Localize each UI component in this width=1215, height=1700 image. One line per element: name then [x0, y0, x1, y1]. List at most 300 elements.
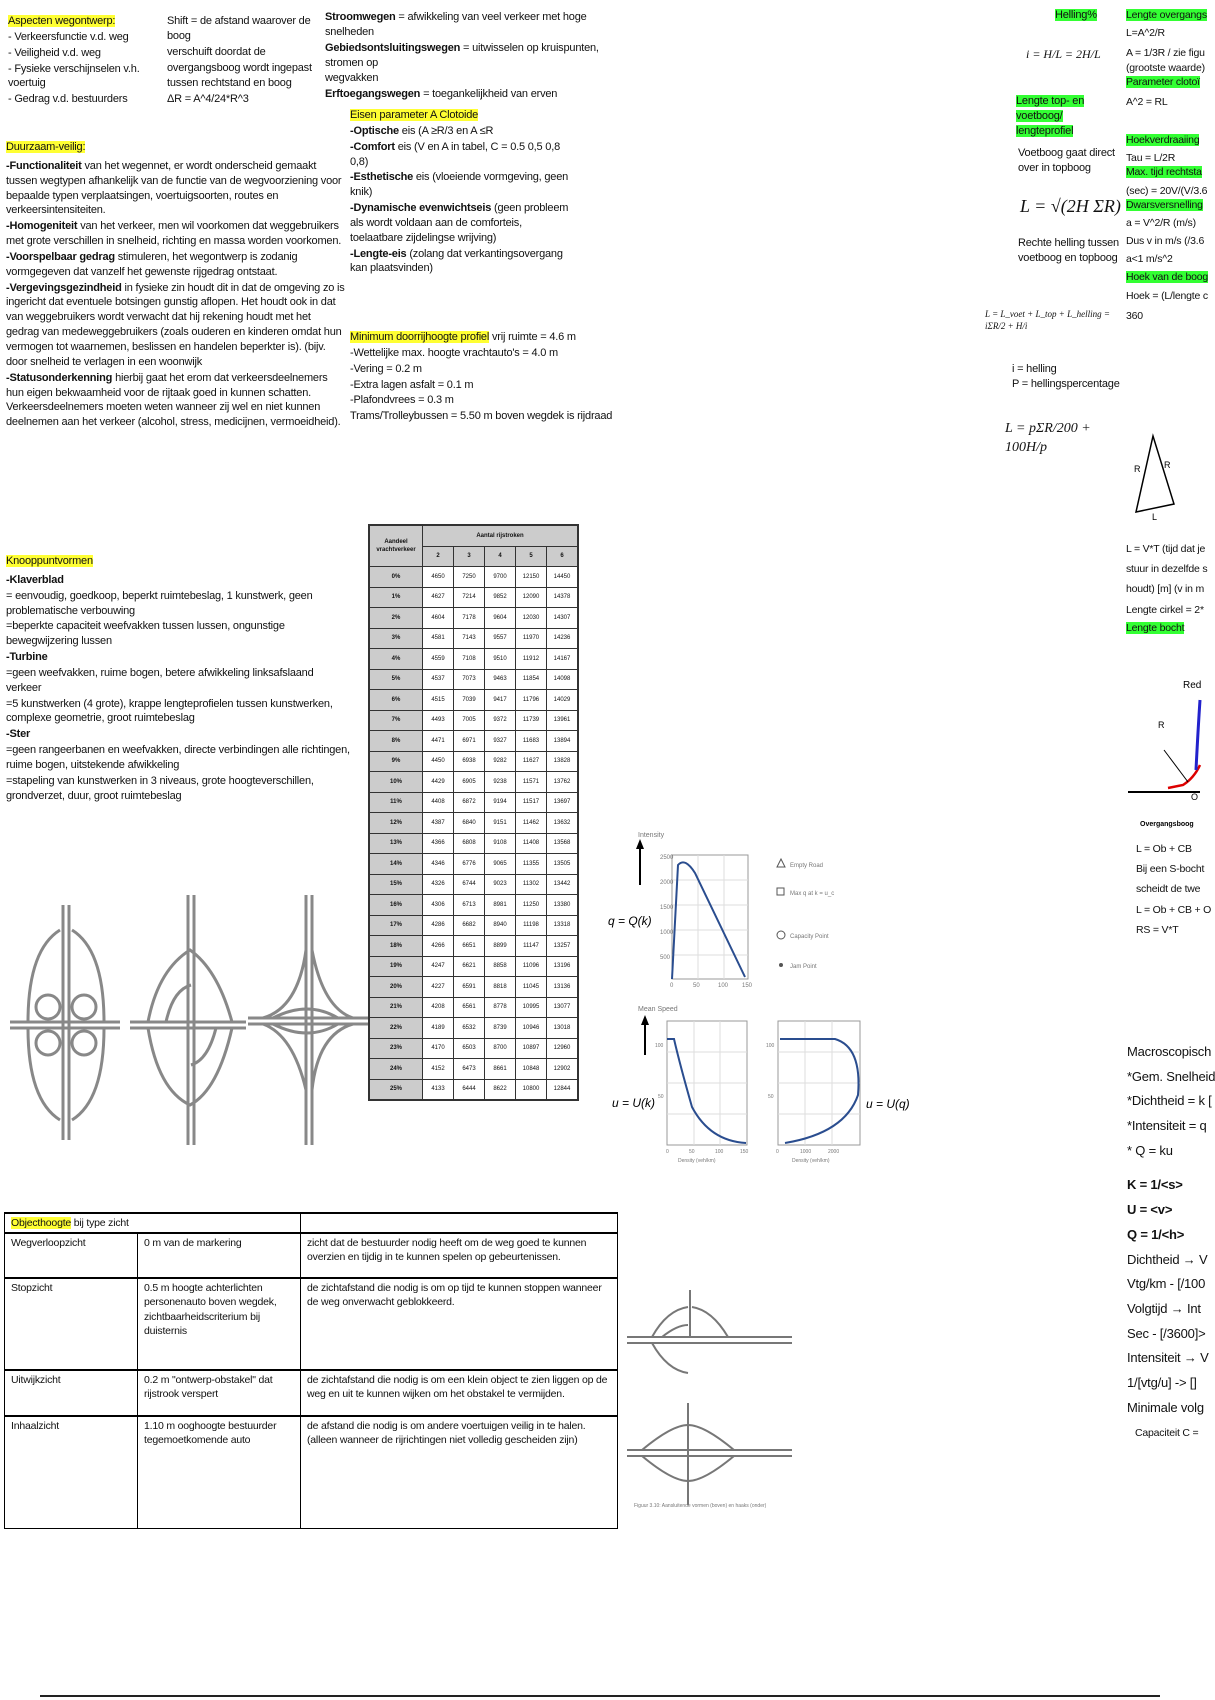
legend-triangle-icon [777, 859, 785, 867]
capacity-cell: 4326 [423, 874, 454, 895]
capacity-cell: 11683 [516, 731, 547, 752]
capacity-cell: 6938 [454, 751, 485, 772]
truck-share-cell: 3% [369, 628, 423, 649]
triangle-label: L [1152, 512, 1158, 522]
road-text: = toegankelijkheid van erven [420, 88, 558, 101]
axis-arrowhead [641, 1015, 649, 1025]
capacity-cell: 4429 [423, 772, 454, 793]
shift-block [167, 14, 327, 108]
capacity-cell: 9023 [485, 874, 516, 895]
junctions-block [6, 554, 351, 805]
table-cell: Wegverloopzicht [5, 1233, 138, 1278]
length-formula: L = √(2H ΣR) [1020, 196, 1121, 216]
road-text: = afwikkeling van veel verkeer met hoge snelheden [325, 11, 587, 38]
transition-title: Lengte overgangs [1126, 9, 1207, 21]
table-row [369, 608, 578, 629]
capacity-cell: 13318 [547, 915, 579, 936]
truck-share-cell: 18% [369, 936, 423, 957]
truck-share-cell: 13% [369, 833, 423, 854]
capacity-cell: 4286 [423, 915, 454, 936]
capacity-cell: 6744 [454, 874, 485, 895]
bow-angle-triangle [1128, 432, 1188, 522]
capacity-cell: 9327 [485, 731, 516, 752]
connection-drawings [622, 1285, 797, 1510]
q-tick: 2500 [660, 855, 674, 861]
star-drawing [248, 895, 368, 1145]
capacity-cell: 14098 [547, 669, 579, 690]
capacity-cell: 11250 [516, 895, 547, 916]
table-row [369, 587, 578, 608]
table-row [369, 977, 578, 998]
clearance-item: -Plafondvrees = 0.3 m [350, 394, 454, 407]
capacity-cell: 6473 [454, 1059, 485, 1080]
truck-share-cell: 1% [369, 587, 423, 608]
capacity-cell: 9417 [485, 690, 516, 711]
cloverleaf-drawing [10, 905, 120, 1140]
capacity-cell: 9238 [485, 772, 516, 793]
table-row [5, 1370, 618, 1416]
capacity-cell: 10946 [516, 1018, 547, 1039]
table-row [5, 1416, 618, 1528]
capacity-cell: 8818 [485, 977, 516, 998]
clearance-item: -Vering = 0.2 m [350, 362, 422, 375]
u-tick: 100 [766, 1043, 775, 1049]
capacity-cell: 11147 [516, 936, 547, 957]
truck-share-cell: 20% [369, 977, 423, 998]
capacity-cell: 11096 [516, 956, 547, 977]
junction-text: =geen weefvakken, ruime bogen, betere afwikkeling linksafslaand verkeer [6, 666, 314, 694]
table-row [369, 710, 578, 731]
truck-share-cell: 21% [369, 997, 423, 1018]
table-row [369, 956, 578, 977]
interchange-drawings [8, 890, 368, 1150]
q-x-tick: 2000 [828, 1149, 840, 1155]
capacity-cell: 14378 [547, 587, 579, 608]
clothoid-block [350, 108, 575, 277]
capacity-cell: 14450 [547, 567, 579, 588]
capacity-cell: 9510 [485, 649, 516, 670]
table-row [369, 915, 578, 936]
capacity-cell: 10848 [516, 1059, 547, 1080]
capacity-cell: 12090 [516, 587, 547, 608]
table-row [369, 936, 578, 957]
table-row [369, 813, 578, 834]
truck-share-cell: 7% [369, 710, 423, 731]
truck-share-cell: 19% [369, 956, 423, 977]
capacity-cell: 4306 [423, 895, 454, 916]
capacity-cell: 13257 [547, 936, 579, 957]
table-cell: de zichtafstand die nodig is om een klein object te zien liggen op de weg en uit te kunnen wijken om het obstakel te vermijden. [301, 1370, 618, 1416]
capacity-cell: 6591 [454, 977, 485, 998]
truck-share-cell: 22% [369, 1018, 423, 1039]
u-function-label: u = U(k) [612, 1096, 656, 1110]
topbow-title-block [1016, 94, 1121, 139]
total-length-formula: L = L_voet + L_top + L_helling = iΣR/2 + H/i [985, 309, 1110, 332]
capacity-cell: 7143 [454, 628, 485, 649]
capacity-cell: 10800 [516, 1079, 547, 1100]
capacity-cell: 11408 [516, 833, 547, 854]
k-tick: 150 [740, 1149, 749, 1155]
table-cell: 1.10 m ooghoogte bestuurder tegemoetkomende auto [138, 1416, 301, 1528]
road-term: Gebiedsontsluitingswegen [325, 41, 461, 54]
slope-title: Helling% [1055, 9, 1097, 21]
red-label: Red [1183, 680, 1202, 691]
capacity-cell: 8899 [485, 936, 516, 957]
table-cell: 0.2 m "ontwerp-obstakel" dat rijstrook verspert [138, 1370, 301, 1416]
capacity-cell: 9557 [485, 628, 516, 649]
lane-count-header: 5 [516, 546, 547, 567]
legend-item: Empty Road [790, 863, 824, 869]
capacity-cell: 9463 [485, 669, 516, 690]
o-label: O [1191, 792, 1199, 802]
junction-text: =beperkte capaciteit weefvakken tussen lussen, ongunstige bewegwijzering lussen [6, 620, 285, 648]
durable-item: -Homogeniteit van het verkeer, men wil voorkomen dat weggebruikers met grote verschillen in snelheid, richting en massa worden voorkomen. [6, 220, 342, 248]
capacity-cell: 9852 [485, 587, 516, 608]
capacity-cell: 6444 [454, 1079, 485, 1100]
capacity-cell: 6776 [454, 854, 485, 875]
capacity-cell: 9194 [485, 792, 516, 813]
capacity-cell: 11912 [516, 649, 547, 670]
junction-type: -Turbine [6, 651, 48, 664]
aspects-title: Aspecten wegontwerp: [8, 15, 116, 27]
capacity-cell: 13568 [547, 833, 579, 854]
table-row: Objecthoogte bij type zicht [5, 1213, 618, 1233]
capacity-cell: 8622 [485, 1079, 516, 1100]
truck-share-cell: 10% [369, 772, 423, 793]
straight-slope-text: Rechte helling tussen voetboog en topboog [1018, 237, 1119, 264]
clothoid-title: Eisen parameter A Clotoide [350, 109, 479, 121]
capacity-cell: 4537 [423, 669, 454, 690]
triangle-label: R [1134, 464, 1141, 474]
aspects-item: - Gedrag v.d. bestuurders [8, 93, 128, 106]
road-categories [325, 10, 615, 103]
shift-line: tussen rechtstand en boog [167, 77, 292, 90]
capacity-cell: 10995 [516, 997, 547, 1018]
table-row [369, 895, 578, 916]
slope-column [1010, 8, 1130, 23]
figure-caption: Figuur 3.10: Aansluitende vormen (boven) en haaks (onder) [634, 1503, 767, 1509]
table-row [369, 669, 578, 690]
table-row [369, 792, 578, 813]
capacity-cell: 8739 [485, 1018, 516, 1039]
table-corner-header: Aandeel vrachtverkeer [369, 525, 423, 567]
aspects-item: - Veiligheid v.d. weg [8, 46, 101, 59]
capacity-cell: 11302 [516, 874, 547, 895]
capacity-cell: 13442 [547, 874, 579, 895]
capacity-cell: 11739 [516, 710, 547, 731]
truck-share-cell: 17% [369, 915, 423, 936]
capacity-cell: 10897 [516, 1038, 547, 1059]
table-row [369, 997, 578, 1018]
k-tick: 0 [666, 1149, 669, 1155]
slope-formula: i = H/L = 2H/L [1026, 47, 1101, 61]
capacity-cell: 13961 [547, 710, 579, 731]
clothoid-item: -Lengte-eis (zolang dat verkantingsovergang kan plaatsvinden) [350, 247, 563, 275]
k-tick: 100 [715, 1149, 724, 1155]
durable-item: -Functionaliteit van het wegennet, er wordt onderscheid gemaakt tussen wegtypen afhankelijk van de functie van de wegvoorziening voor bepaalde typen verplaatsingen, voertuigsoorten, routes en verkeersintensiteiten. [6, 159, 342, 217]
capacity-cell: 4366 [423, 833, 454, 854]
aspects-item: - Fysieke verschijnselen v.h. voertuig [8, 62, 140, 90]
capacity-cell: 11462 [516, 813, 547, 834]
shift-line: verschuift doordat de [167, 45, 266, 58]
speed-axis-title: Mean Speed [638, 1006, 678, 1013]
object-title: Objecthoogte [11, 1217, 72, 1229]
capacity-cell: 9065 [485, 854, 516, 875]
table-row [369, 628, 578, 649]
capacity-cell: 4208 [423, 997, 454, 1018]
truck-share-cell: 24% [369, 1059, 423, 1080]
capacity-cell: 4650 [423, 567, 454, 588]
clothoid-item: -Comfort eis (V en A in tabel, C = 0.5 0,5 0,8 0,8) [350, 140, 560, 168]
truck-share-cell: 11% [369, 792, 423, 813]
radius-line [1164, 750, 1188, 782]
capacity-cell: 12030 [516, 608, 547, 629]
capacity-cell: 6682 [454, 915, 485, 936]
capacity-cell: 4515 [423, 690, 454, 711]
k-tick: 100 [718, 983, 729, 989]
road-term: Erftoegangswegen [325, 88, 421, 101]
capacity-cell: 7073 [454, 669, 485, 690]
q-function-label: q = Q(k) [608, 914, 652, 928]
truck-share-cell: 15% [369, 874, 423, 895]
capacity-cell: 7214 [454, 587, 485, 608]
legend-square-icon [777, 888, 784, 895]
capacity-cell: 11854 [516, 669, 547, 690]
capacity-cell: 8778 [485, 997, 516, 1018]
truck-share-cell: 9% [369, 751, 423, 772]
table-row [369, 567, 578, 588]
legend-dot-icon [779, 963, 783, 967]
capacity-cell: 4346 [423, 854, 454, 875]
capacity-cell: 12960 [547, 1038, 579, 1059]
capacity-cell: 6621 [454, 956, 485, 977]
max-time-title: Max. tijd rechtsta [1126, 166, 1202, 179]
right-column-lower: L = V*T (tijd dat je stuur in dezelfde s houdt) [m] (v in m Lengte cirkel = 2* Lengte bocht [1126, 543, 1208, 634]
capacity-cell: 11571 [516, 772, 547, 793]
clothoid-item: -Dynamische evenwichtseis (geen probleem als wordt voldaan aan de comforteis, toelaatbare zijdelingse wrijving) [350, 202, 569, 244]
table-row [369, 690, 578, 711]
shift-line: ΔR = A^4/24*R^3 [167, 93, 249, 106]
table-cell: zicht dat de bestuurder nodig heeft om de weg goed te kunnen overzien en tijdig in te kunnen spelen op gebeurtenissen. [301, 1233, 618, 1278]
table-row [369, 1079, 578, 1100]
q-axis-title: Intensity [638, 832, 665, 839]
legend-circle-icon [777, 931, 785, 939]
capacity-cell: 7178 [454, 608, 485, 629]
truck-share-cell: 14% [369, 854, 423, 875]
capacity-cell: 11517 [516, 792, 547, 813]
road-term: Stroomwegen [325, 11, 396, 23]
table-row [369, 772, 578, 793]
road-text: = uitwisselen op kruispunten, stromen op [325, 41, 599, 69]
table-cell: de afstand die nodig is om andere voertuigen veilig in te halen. (alleen wanneer de rijrichtingen niet volledig gescheiden zijn) [301, 1416, 618, 1528]
lane-count-header: 6 [547, 546, 579, 567]
capacity-cell: 7039 [454, 690, 485, 711]
table-row [369, 874, 578, 895]
capacity-cell: 4604 [423, 608, 454, 629]
truck-share-cell: 2% [369, 608, 423, 629]
capacity-cell: 6651 [454, 936, 485, 957]
capacity-table-body [369, 567, 578, 1101]
capacity-cell: 6532 [454, 1018, 485, 1039]
shift-line: overgangsboog wordt ingepast [167, 61, 312, 74]
road-text: wegvakken [325, 72, 379, 85]
table-row [369, 731, 578, 752]
q-tick: 1000 [660, 930, 674, 936]
clothoid-item: -Esthetische eis (vloeiende vormgeving, geen knik) [350, 171, 569, 199]
truck-share-cell: 0% [369, 567, 423, 588]
capacity-cell: 9282 [485, 751, 516, 772]
capacity-cell: 4189 [423, 1018, 454, 1039]
object-height-table [4, 1212, 618, 1529]
capacity-cell: 13632 [547, 813, 579, 834]
aspects-item: - Verkeersfunctie v.d. weg [8, 30, 129, 43]
q-tick: 1500 [660, 905, 674, 911]
capacity-cell: 14307 [547, 608, 579, 629]
capacity-cell: 13697 [547, 792, 579, 813]
durable-title: Duurzaam-veilig: [6, 141, 86, 153]
capacity-cell: 4170 [423, 1038, 454, 1059]
capacity-cell: 9604 [485, 608, 516, 629]
capacity-cell: 8940 [485, 915, 516, 936]
acceleration-title: Dwarsversnelling [1126, 198, 1203, 211]
capacity-cell: 11198 [516, 915, 547, 936]
capacity-cell: 13380 [547, 895, 579, 916]
legend-item: Capacity Point [790, 934, 829, 940]
k-tick: 0 [670, 983, 674, 989]
capacity-cell: 11045 [516, 977, 547, 998]
capacity-cell: 4152 [423, 1059, 454, 1080]
k-tick: 50 [689, 1149, 695, 1155]
capacity-cell: 13196 [547, 956, 579, 977]
page-bottom-rule [40, 1695, 1160, 1697]
junctions-title: Knooppuntvormen [6, 555, 93, 567]
clearance-title: Minimum doorrijhoogte profiel [350, 331, 490, 343]
junction-text: =stapeling van kunstwerken in 3 niveaus, grote hoogteverschillen, grondverzet, duur, groot ruimtebeslag [6, 774, 314, 802]
truck-share-cell: 25% [369, 1079, 423, 1100]
uq-function-label: u = U(q) [866, 1097, 910, 1111]
q-tick: 2000 [660, 880, 674, 886]
fundamental-diagrams [600, 825, 910, 1175]
capacity-cell: 11355 [516, 854, 547, 875]
junction-text: =5 kunstwerken (4 grote), krappe lengteprofielen tussen kunstwerken, complexe geometrie, groot ruimtebeslag [6, 697, 333, 725]
capacity-cell: 8700 [485, 1038, 516, 1059]
axis-arrowhead [636, 839, 644, 849]
transition-curve-drawing [1128, 670, 1200, 830]
slope-definitions: i = helling P = hellingspercentage [1012, 363, 1120, 390]
capacity-cell: 7108 [454, 649, 485, 670]
capacity-cell: 13018 [547, 1018, 579, 1039]
q-x-tick: 0 [776, 1149, 779, 1155]
table-row [5, 1233, 618, 1278]
u-tick: 50 [658, 1094, 664, 1100]
table-cell: Uitwijkzicht [5, 1370, 138, 1416]
capacity-cell: 4266 [423, 936, 454, 957]
k-tick: 50 [693, 983, 700, 989]
capacity-cell: 7005 [454, 710, 485, 731]
truck-share-cell: 16% [369, 895, 423, 916]
x-axis-title: Density (veh/km) [678, 1158, 716, 1164]
table-row [369, 1018, 578, 1039]
uq-curve [780, 1039, 859, 1143]
capacity-cell: 4408 [423, 792, 454, 813]
durable-item: -Statusonderkenning hierbij gaat het erom dat verkeersdeelnemers hun eigen bekwaamheid voor de rijtaak goed in kunnen schatten. Verkeersdeelnemers moeten weten wanneer zij wel en niet kunnen deelnemen aan het verkeer (alcohol, stress, medicijnen, vermoeidheid). [6, 371, 341, 429]
q-x-tick: 1000 [800, 1149, 812, 1155]
table-row [369, 833, 578, 854]
transition-bow-label: Overgangsboog [1140, 821, 1194, 828]
capacity-cell: 9700 [485, 567, 516, 588]
capacity-cell: 6971 [454, 731, 485, 752]
capacity-cell: 13894 [547, 731, 579, 752]
capacity-cell: 4471 [423, 731, 454, 752]
capacity-cell: 4227 [423, 977, 454, 998]
table-row [369, 1059, 578, 1080]
topbow-title: Lengte top- en voetboog/ lengteprofiel [1016, 95, 1085, 137]
capacity-cell: 11970 [516, 628, 547, 649]
capacity-cell: 13828 [547, 751, 579, 772]
capacity-cell: 13136 [547, 977, 579, 998]
lane-count-header: 3 [454, 546, 485, 567]
capacity-cell: 8981 [485, 895, 516, 916]
graph-legend [777, 859, 834, 970]
capacity-cell: 6808 [454, 833, 485, 854]
bow-angle-title: Hoek van de boog [1126, 271, 1209, 284]
clearance-item: Trams/Trolleybussen = 5.50 m boven wegdek is rijdraad [350, 410, 613, 423]
capacity-cell: 7250 [454, 567, 485, 588]
table-cell: Inhaalzicht [5, 1416, 138, 1528]
capacity-cell: 6713 [454, 895, 485, 916]
aspects-block [8, 14, 158, 108]
truck-share-cell: 23% [369, 1038, 423, 1059]
table-cell: de zichtafstand die nodig is om op tijd te kunnen stoppen wanneer de weg onverwacht geblokkeerd. [301, 1278, 618, 1370]
right-column: Lengte overgangs L=A^2/R A = 1/3R / zie figu (grootste waarde) Parameter clotoï A^2 = RL Hoekverdraaiing Tau = L/2R Max. tijd rechtsta (sec) = 20V/(V/3.6 Dwarsversnelling a = V^2/R (m/s) Dus v in m/s (/3.6 a<1 m/s^2 Hoek van de boog Hoek = (L/lengte c 360 [1126, 9, 1209, 322]
truck-share-cell: 4% [369, 649, 423, 670]
capacity-cell: 13077 [547, 997, 579, 1018]
right-column-bottom: L = Ob + CB Bij een S-bocht scheidt de twe L = Ob + CB + O RS = V*T [1136, 843, 1212, 936]
capacity-cell: 14029 [547, 690, 579, 711]
capacity-cell: 4581 [423, 628, 454, 649]
direct-bow-text: Voetboog gaat direct over in topboog [1018, 147, 1115, 174]
capacity-cell: 12150 [516, 567, 547, 588]
capacity-cell: 13762 [547, 772, 579, 793]
durable-item: -Vergevingsgezindheid in fysieke zin houdt dit in dat de omgeving zo is ingericht dat eventuele botsingen gunstig aflopen. Het houdt ook in dat van weggebruikers wordt verwacht dat hij rekening houdt met het gedrag van medeweggebruikers (zoals ouderen en kinderen omdat hun vermogen tot waarnemen, beslissen en handelen beperkter is). (bijv. door snelheid te verlagen in een woonwijk [6, 281, 345, 368]
table-row [369, 751, 578, 772]
capacity-cell: 14167 [547, 649, 579, 670]
clearance-item: -Wettelijke max. hoogte vrachtauto's = 4.0 m [350, 346, 559, 359]
blue-curve [1196, 700, 1200, 770]
table-cell: 0 m van de markering [138, 1233, 301, 1278]
truck-share-cell: 12% [369, 813, 423, 834]
clearance-item: -Extra lagen asfalt = 0.1 m [350, 378, 474, 391]
u-tick: 50 [768, 1094, 774, 1100]
junction-type: -Ster [6, 728, 31, 741]
capacity-cell: 8661 [485, 1059, 516, 1080]
lane-count-header: 4 [485, 546, 516, 567]
capacity-cell: 9108 [485, 833, 516, 854]
capacity-cell: 4627 [423, 587, 454, 608]
capacity-cell: 8858 [485, 956, 516, 977]
r-label: R [1158, 720, 1165, 730]
capacity-cell: 6840 [454, 813, 485, 834]
parameter-title: Parameter clotoï [1126, 75, 1200, 88]
capacity-cell: 11627 [516, 751, 547, 772]
clearance-block: Minimum doorrijhoogte profiel vrij ruimte = 4.6 m -Wettelijke max. hoogte vrachtauto's = 4.0 m -Vering = 0.2 m -Extra lagen asfalt = 0.1 m -Plafondvrees = 0.3 m Trams/Trolleybussen = 5.50 m boven wegdek is rijdraad [350, 330, 620, 425]
truck-share-cell: 8% [369, 731, 423, 752]
lane-count-header: 2 [423, 546, 454, 567]
turbine-drawing [130, 895, 246, 1145]
capacity-cell: 9372 [485, 710, 516, 731]
capacity-cell: 11796 [516, 690, 547, 711]
macroscopic-block: Macroscopisch *Gem. Snelheid *Dichtheid = k [ *Intensiteit = q * Q = ku K = 1/<s> U = <v> Q = 1/<h> Dichtheid → V Vtg/km - [/100 Volgtijd → Int Sec - [/3600]> Intensiteit → V 1/[vtg/u] -> [] Minimale volg Capaciteit C = [1127, 1044, 1215, 1440]
